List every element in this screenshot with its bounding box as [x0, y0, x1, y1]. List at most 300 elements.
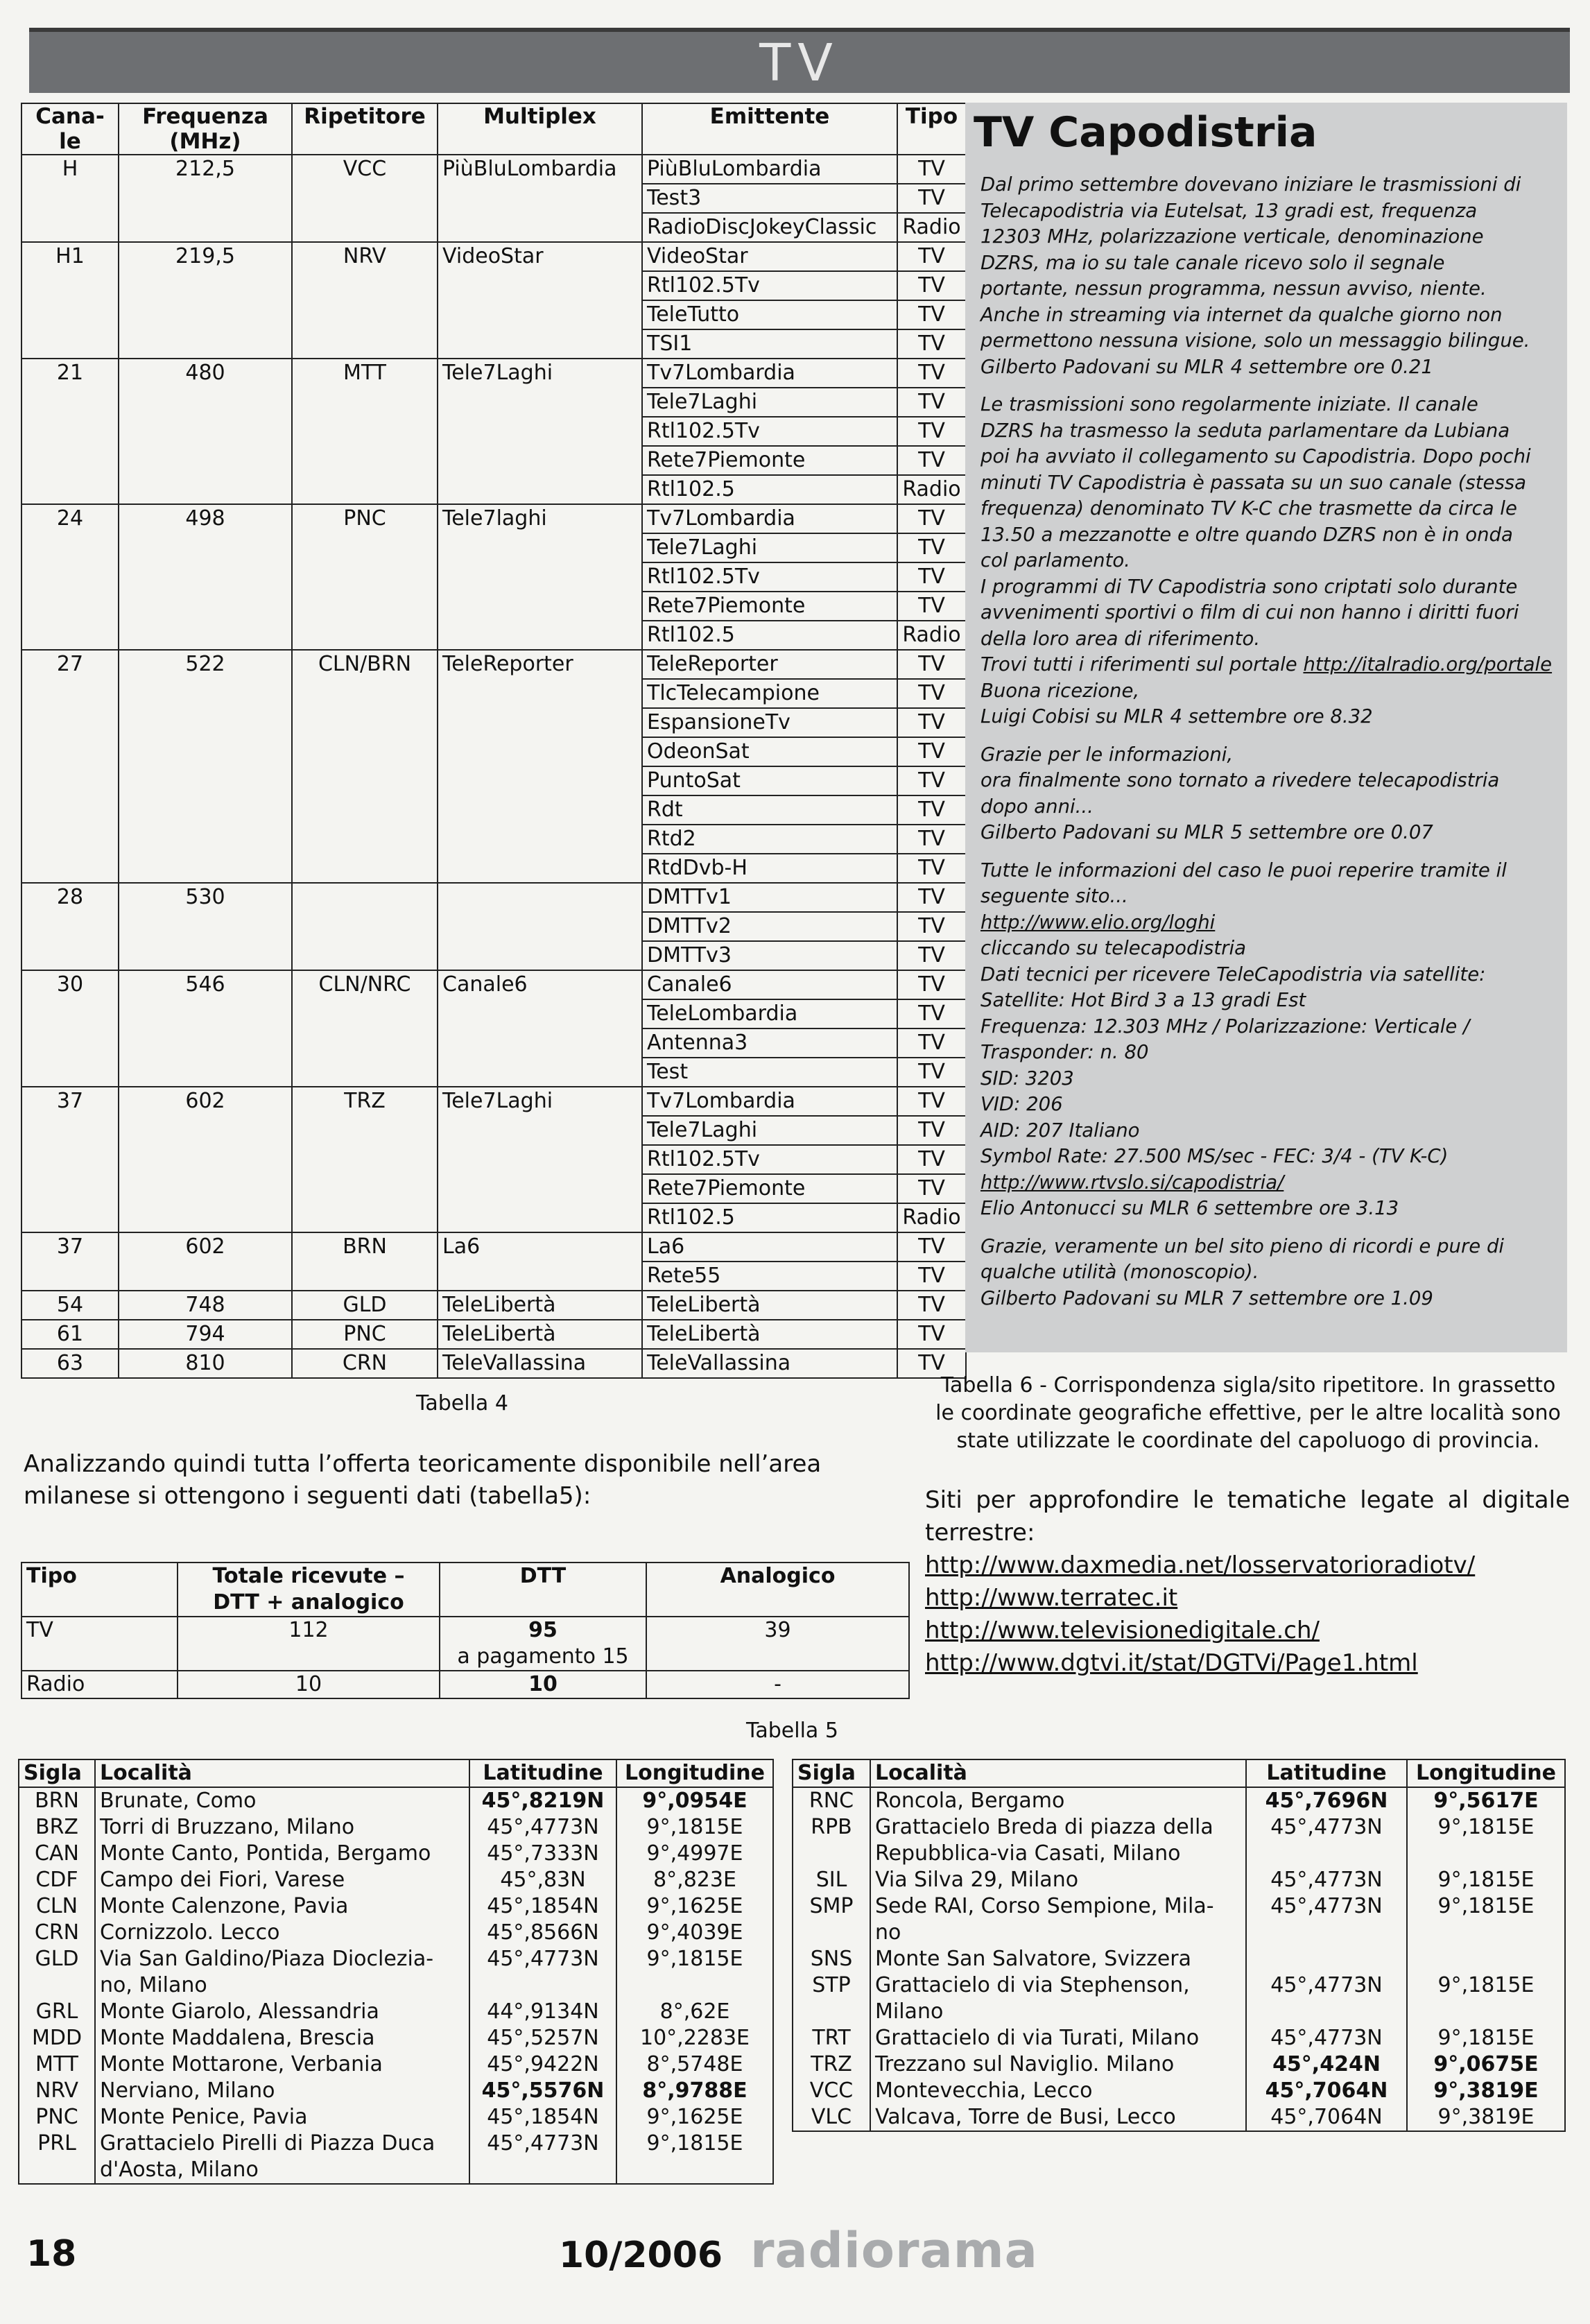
frequency-cell [119, 184, 292, 213]
latitude-cell: 45°,7696N [1246, 1787, 1407, 1814]
latitude-cell: 45°,9422N [469, 2051, 616, 2078]
frequency-cell [119, 825, 292, 854]
sidebar-line: Le trasmissioni sono regolarmente iniziate. Il canale [980, 393, 1478, 415]
repeater-cell [292, 562, 438, 592]
location-cell: Sede RAI, Corso Sempione, Mila- no [870, 1893, 1246, 1946]
repeater-cell [292, 766, 438, 795]
canale-cell [21, 533, 119, 562]
table-row [21, 1291, 966, 1320]
latitude-cell: 45°,83N [469, 1867, 616, 1893]
repeater-cell [292, 213, 438, 242]
table-row [21, 329, 966, 359]
table-row [21, 388, 966, 417]
canale-cell [21, 475, 119, 504]
sidebar-line: Dal primo settembre dovevano iniziare le trasmissioni di [980, 173, 1521, 196]
total-cell: 10 [178, 1671, 440, 1698]
table-row [21, 1671, 909, 1698]
frequency-cell: 602 [119, 1232, 292, 1262]
type-cell: TV [897, 329, 966, 359]
frequency-cell: 810 [119, 1349, 292, 1378]
broadcaster-cell: DMTTv1 [642, 883, 897, 912]
canale-cell [21, 737, 119, 766]
sidebar-link[interactable]: http://www.elio.org/loghi [980, 911, 1216, 933]
repeater-cell [292, 1262, 438, 1291]
repeater-cell [292, 184, 438, 213]
broadcaster-cell: Rdt [642, 795, 897, 825]
table-6-header: Sigla [793, 1759, 870, 1787]
table-row [21, 708, 966, 737]
table-4 [21, 103, 967, 1379]
sidebar-line: Grazie per le informazioni, [980, 743, 1234, 766]
frequency-cell [119, 213, 292, 242]
type-cell: TV [897, 1058, 966, 1087]
location-cell: Torri di Bruzzano, Milano [95, 1814, 469, 1841]
repeater-cell [292, 329, 438, 359]
canale-cell [21, 1174, 119, 1203]
table-row [793, 1867, 1565, 1893]
sidebar-line: qualche utilità (monoscopio). [980, 1261, 1259, 1283]
multiplex-cell: Tele7Laghi [438, 1087, 642, 1116]
dtt-value: 95 [528, 1618, 558, 1642]
total-cell: 112 [178, 1617, 440, 1671]
longitude-cell: 9°,3819E [1407, 2104, 1565, 2131]
canale-cell: H [21, 155, 119, 184]
table-6-header: Latitudine [469, 1759, 616, 1787]
canale-cell [21, 621, 119, 650]
type-cell: TV [897, 446, 966, 475]
section-header-bar [29, 28, 1570, 93]
sidebar-line: 12303 MHz, polarizzazione verticale, denominazione [980, 225, 1484, 248]
type-cell: TV [897, 562, 966, 592]
repeater-cell: PNC [292, 1320, 438, 1349]
repeater-cell: PNC [292, 504, 438, 533]
code-cell: SNS [793, 1946, 870, 1972]
type-cell: TV [897, 679, 966, 708]
table-6-caption: Tabella 6 - Corrispondenza sigla/sito ripetitore. In grassetto le coordinate geografiche effettive, per le altre località sono state utilizzate le coordinate del capoluogo di provincia. [935, 1373, 1561, 1453]
repeater-cell [292, 1145, 438, 1174]
longitude-cell: 9°,0954E [616, 1787, 773, 1814]
longitude-cell: 9°,3819E [1407, 2078, 1565, 2104]
multiplex-cell [438, 795, 642, 825]
code-cell: VLC [793, 2104, 870, 2131]
multiplex-cell: Tele7laghi [438, 504, 642, 533]
location-cell: Monte Mottarone, Verbania [95, 2051, 469, 2078]
multiplex-cell [438, 854, 642, 883]
table-6-header: Latitudine [1246, 1759, 1407, 1787]
broadcaster-cell: DMTTv3 [642, 941, 897, 970]
frequency-cell [119, 737, 292, 766]
broadcaster-cell: TSI1 [642, 329, 897, 359]
table-row [19, 2051, 773, 2078]
code-cell: SIL [793, 1867, 870, 1893]
multiplex-cell [438, 766, 642, 795]
repeater-cell [292, 795, 438, 825]
table-row [21, 1262, 966, 1291]
code-cell: NRV [19, 2078, 95, 2104]
location-cell: Monte Penice, Pavia [95, 2104, 469, 2131]
canale-cell [21, 795, 119, 825]
longitude-cell: 8°,62E [616, 1999, 773, 2025]
frequency-cell [119, 679, 292, 708]
type-cell: TV [897, 1232, 966, 1262]
analog-cell: 39 [646, 1617, 909, 1671]
latitude-cell: 45°,424N [1246, 2051, 1407, 2078]
table-row [21, 621, 966, 650]
type-cell: Radio [21, 1671, 178, 1698]
table-row [793, 1893, 1565, 1946]
latitude-cell: 45°,4773N [1246, 1972, 1407, 2025]
table-row [21, 766, 966, 795]
broadcaster-cell: TeleLibertà [642, 1320, 897, 1349]
sidebar-line: col parlamento. [980, 549, 1130, 571]
latitude-cell: 45°,7333N [469, 1841, 616, 1867]
multiplex-cell: TeleReporter [438, 650, 642, 679]
frequency-cell: 212,5 [119, 155, 292, 184]
table-row [21, 1203, 966, 1232]
multiplex-cell [438, 475, 642, 504]
table-row [21, 533, 966, 562]
location-cell: Monte Maddalena, Brescia [95, 2025, 469, 2051]
sidebar-line: DZRS, ma io su tale canale ricevo solo il segnale [980, 251, 1445, 274]
latitude-cell: 45°,4773N [1246, 1814, 1407, 1867]
multiplex-cell [438, 621, 642, 650]
code-cell: PNC [19, 2104, 95, 2131]
repeater-cell: CRN [292, 1349, 438, 1378]
type-cell: TV [897, 650, 966, 679]
multiplex-cell [438, 1028, 642, 1058]
multiplex-cell: PiùBluLombardia [438, 155, 642, 184]
broadcaster-cell: EspansioneTv [642, 708, 897, 737]
multiplex-cell: TeleVallassina [438, 1349, 642, 1378]
sidebar-line: Satellite: Hot Bird 3 a 13 gradi Est [980, 989, 1306, 1011]
longitude-cell: 9°,5617E [1407, 1787, 1565, 1814]
broadcaster-cell: TeleReporter [642, 650, 897, 679]
latitude-cell: 45°,4773N [1246, 1867, 1407, 1893]
canale-cell [21, 213, 119, 242]
broadcaster-cell: Tv7Lombardia [642, 504, 897, 533]
sidebar-line: frequenza) denominato TV K-C che trasmette da circa le [980, 497, 1517, 519]
type-cell: Radio [897, 1203, 966, 1232]
frequency-cell [119, 533, 292, 562]
table-row [19, 1946, 773, 1999]
repeater-cell: CLN/NRC [292, 970, 438, 999]
frequency-cell: 602 [119, 1087, 292, 1116]
latitude-cell: 45°,4773N [469, 1946, 616, 1999]
repeater-cell [292, 417, 438, 446]
latitude-cell: 45°,4773N [1246, 2025, 1407, 2051]
table-6-header: Località [95, 1759, 469, 1787]
table-5-caption: Tabella 5 [746, 1719, 838, 1743]
table-4-header: Multiplex [438, 103, 642, 155]
canale-cell: H1 [21, 242, 119, 271]
table-row [793, 1972, 1565, 2025]
external-link[interactable]: http://www.daxmedia.net/losservatorioradiotv/ [925, 1551, 1476, 1579]
frequency-cell [119, 941, 292, 970]
broadcaster-cell: PiùBluLombardia [642, 155, 897, 184]
table-row [21, 1116, 966, 1145]
multiplex-cell [438, 1262, 642, 1291]
latitude-cell: 45°,1854N [469, 2104, 616, 2131]
location-cell: Valcava, Torre de Busi, Lecco [870, 2104, 1246, 2131]
external-link[interactable]: http://www.terratec.it [925, 1584, 1178, 1612]
table-row [21, 1028, 966, 1058]
canale-cell [21, 1028, 119, 1058]
links-section [925, 1484, 1570, 1680]
sidebar-line: Luigi Cobisi su MLR 4 settembre ore 8.32 [980, 705, 1373, 728]
table-row [793, 2051, 1565, 2078]
table-4-header: Cana- le [21, 103, 119, 155]
code-cell: RPB [793, 1814, 870, 1867]
table-row [21, 1320, 966, 1349]
location-cell: Monte Canto, Pontida, Bergamo [95, 1841, 469, 1867]
frequency-cell [119, 766, 292, 795]
repeater-cell [292, 1174, 438, 1203]
canale-cell: 24 [21, 504, 119, 533]
type-cell: TV [897, 155, 966, 184]
table-row [21, 1174, 966, 1203]
external-link[interactable]: http://www.televisionedigitale.ch/ [925, 1617, 1320, 1644]
repeater-cell [292, 621, 438, 650]
broadcaster-cell: Rete7Piemonte [642, 1174, 897, 1203]
location-cell: Grattacielo Pirelli di Piazza Duca d'Aosta, Milano [95, 2131, 469, 2184]
broadcaster-cell: OdeonSat [642, 737, 897, 766]
code-cell: CAN [19, 1841, 95, 1867]
latitude-cell: 45°,4773N [469, 1814, 616, 1841]
type-cell: TV [897, 766, 966, 795]
multiplex-cell: TeleLibertà [438, 1291, 642, 1320]
frequency-cell [119, 1058, 292, 1087]
type-cell: TV [897, 1116, 966, 1145]
multiplex-cell [438, 883, 642, 912]
type-cell: TV [897, 1262, 966, 1291]
table-row [793, 2104, 1565, 2131]
table-row [21, 1145, 966, 1174]
type-cell: TV [897, 941, 966, 970]
table-row [21, 1232, 966, 1262]
table-row [21, 184, 966, 213]
frequency-cell [119, 795, 292, 825]
latitude-cell: 45°,1854N [469, 1893, 616, 1920]
canale-cell [21, 1203, 119, 1232]
sidebar-line: Gilberto Padovani su MLR 7 settembre ore 1.09 [980, 1286, 1433, 1309]
multiplex-cell [438, 1203, 642, 1232]
sidebar-link[interactable]: http://www.rtvslo.si/capodistria/ [980, 1171, 1284, 1194]
table-row [21, 242, 966, 271]
frequency-cell [119, 999, 292, 1028]
sidebar-body [980, 172, 1567, 1323]
sidebar-line: Tutte le informazioni del caso le puoi reperire tramite il [980, 859, 1507, 881]
canale-cell [21, 679, 119, 708]
sidebar-line: seguente sito... [980, 885, 1128, 907]
repeater-cell [292, 708, 438, 737]
sidebar-line [980, 1170, 1567, 1196]
table-row [21, 1617, 909, 1671]
broadcaster-cell: VideoStar [642, 242, 897, 271]
table-row [21, 883, 966, 912]
latitude-cell: 45°,8566N [469, 1920, 616, 1946]
type-cell: TV [897, 184, 966, 213]
canale-cell [21, 766, 119, 795]
code-cell: RNC [793, 1787, 870, 1814]
broadcaster-cell: Rtl102.5 [642, 475, 897, 504]
table-row [21, 1058, 966, 1087]
location-cell: Grattacielo di via Turati, Milano [870, 2025, 1246, 2051]
type-cell: TV [897, 417, 966, 446]
broadcaster-cell: TlcTelecampione [642, 679, 897, 708]
sidebar-paragraph [980, 858, 1567, 1222]
type-cell: TV [897, 912, 966, 941]
frequency-cell: 219,5 [119, 242, 292, 271]
canale-cell: 37 [21, 1232, 119, 1262]
table-row [21, 679, 966, 708]
table-5-header: Tipo [21, 1563, 178, 1617]
sidebar-paragraph [980, 172, 1567, 380]
dtt-cell [440, 1671, 646, 1698]
table-4-caption: Tabella 4 [416, 1391, 508, 1415]
canale-cell [21, 854, 119, 883]
longitude-cell: 10°,2283E [616, 2025, 773, 2051]
type-cell: TV [897, 883, 966, 912]
canale-cell [21, 446, 119, 475]
longitude-cell: 9°,1815E [1407, 1814, 1565, 1867]
longitude-cell: 9°,1815E [1407, 2025, 1565, 2051]
sidebar-line: poi ha avviato il collegamento su Capodistria. Dopo pochi [980, 445, 1531, 467]
type-cell: TV [897, 300, 966, 329]
sidebar-line: cliccando su telecapodistria [980, 937, 1246, 959]
multiplex-cell [438, 562, 642, 592]
table-row [21, 504, 966, 533]
table-row [793, 1814, 1565, 1867]
issue-date: 10/2006 [559, 2235, 723, 2276]
dtt-note: a pagamento 15 [457, 1644, 629, 1669]
code-cell: STP [793, 1972, 870, 2025]
frequency-cell [119, 417, 292, 446]
canale-cell: 28 [21, 883, 119, 912]
multiplex-cell [438, 271, 642, 300]
broadcaster-cell: Rtl102.5Tv [642, 1145, 897, 1174]
table-row [21, 213, 966, 242]
longitude-cell [1407, 1946, 1565, 1972]
table-5-header: Analogico [646, 1563, 909, 1617]
type-cell: TV [897, 592, 966, 621]
multiplex-cell [438, 446, 642, 475]
canale-cell [21, 941, 119, 970]
multiplex-cell [438, 825, 642, 854]
table-row [21, 359, 966, 388]
frequency-cell: 498 [119, 504, 292, 533]
type-cell: TV [897, 737, 966, 766]
table-row [21, 271, 966, 300]
repeater-cell [292, 446, 438, 475]
location-cell: Trezzano sul Naviglio. Milano [870, 2051, 1246, 2078]
broadcaster-cell: Rtl102.5Tv [642, 562, 897, 592]
latitude-cell [1246, 1946, 1407, 1972]
frequency-cell: 522 [119, 650, 292, 679]
type-cell: TV [897, 708, 966, 737]
sidebar-link[interactable]: http://italradio.org/portale [1303, 653, 1553, 675]
sidebar-paragraph [980, 1234, 1567, 1312]
latitude-cell: 45°,4773N [1246, 1893, 1407, 1946]
repeater-cell: MTT [292, 359, 438, 388]
broadcaster-cell: TeleTutto [642, 300, 897, 329]
canale-cell [21, 388, 119, 417]
sidebar-line: dopo anni... [980, 795, 1094, 818]
dtt-cell [440, 1617, 646, 1671]
type-cell: TV [897, 1349, 966, 1378]
table-row [21, 854, 966, 883]
multiplex-cell [438, 300, 642, 329]
external-link[interactable]: http://www.dgtvi.it/stat/DGTVi/Page1.html [925, 1649, 1418, 1677]
canale-cell: 61 [21, 1320, 119, 1349]
frequency-cell [119, 1203, 292, 1232]
canale-cell [21, 1116, 119, 1145]
type-cell: Radio [897, 475, 966, 504]
multiplex-cell: TeleLibertà [438, 1320, 642, 1349]
type-cell: TV [897, 1028, 966, 1058]
repeater-cell [292, 912, 438, 941]
repeater-cell [292, 1058, 438, 1087]
code-cell: MDD [19, 2025, 95, 2051]
type-cell: TV [897, 504, 966, 533]
latitude-cell: 45°,7064N [1246, 2078, 1407, 2104]
canale-cell [21, 592, 119, 621]
table-6-header: Longitudine [616, 1759, 773, 1787]
section-title: TV [759, 33, 840, 93]
canale-cell [21, 1058, 119, 1087]
multiplex-cell [438, 679, 642, 708]
longitude-cell: 9°,1815E [1407, 1867, 1565, 1893]
sidebar-line: Elio Antonucci su MLR 6 settembre ore 3.13 [980, 1197, 1399, 1219]
repeater-cell [292, 854, 438, 883]
broadcaster-cell: Rtl102.5 [642, 1203, 897, 1232]
table-row [21, 592, 966, 621]
repeater-cell: BRN [292, 1232, 438, 1262]
table-row [21, 912, 966, 941]
table-6-right [792, 1759, 1566, 2132]
canale-cell [21, 562, 119, 592]
multiplex-cell: VideoStar [438, 242, 642, 271]
repeater-cell [292, 941, 438, 970]
table-row [21, 970, 966, 999]
broadcaster-cell: DMTTv2 [642, 912, 897, 941]
frequency-cell [119, 912, 292, 941]
code-cell: VCC [793, 2078, 870, 2104]
sidebar-paragraph [980, 392, 1567, 730]
type-cell: TV [897, 854, 966, 883]
longitude-cell: 9°,1815E [616, 1946, 773, 1999]
frequency-cell: 794 [119, 1320, 292, 1349]
sidebar-line: 13.50 a mezzanotte e oltre quando DZRS non è in onda [980, 523, 1513, 546]
sidebar-line: Dati tecnici per ricevere TeleCapodistria via satellite: [980, 963, 1486, 985]
multiplex-cell [438, 1116, 642, 1145]
table-row [21, 300, 966, 329]
latitude-cell: 45°,7064N [1246, 2104, 1407, 2131]
broadcaster-cell: RtdDvb-H [642, 854, 897, 883]
canale-cell [21, 912, 119, 941]
frequency-cell [119, 1028, 292, 1058]
sidebar-line: Telecapodistria via Eutelsat, 13 gradi est, frequenza [980, 199, 1478, 222]
canale-cell: 63 [21, 1349, 119, 1378]
type-cell: TV [21, 1617, 178, 1671]
frequency-cell: 546 [119, 970, 292, 999]
multiplex-cell [438, 737, 642, 766]
repeater-cell [292, 999, 438, 1028]
type-cell: TV [897, 1320, 966, 1349]
location-cell: Nerviano, Milano [95, 2078, 469, 2104]
table-row [21, 1349, 966, 1378]
sidebar-line: Grazie, veramente un bel sito pieno di ricordi e pure di [980, 1234, 1505, 1257]
canale-cell [21, 271, 119, 300]
